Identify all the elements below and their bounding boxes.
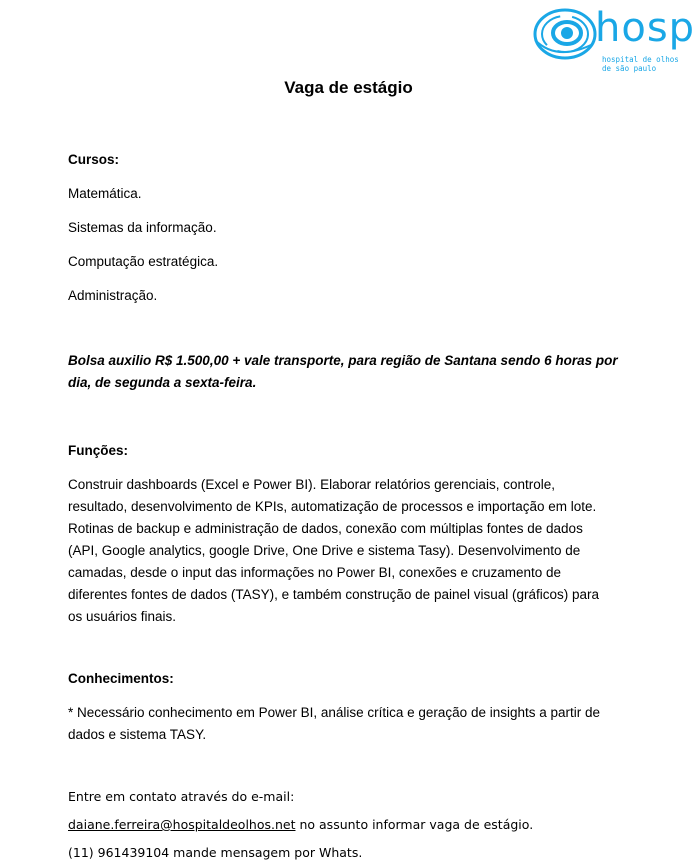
functions-line: (API, Google analytics, google Drive, One Drive e sistema Tasy). Desenvolvimento de xyxy=(68,543,581,558)
contact-phone: (11) 961439104 mande mensagem por Whats. xyxy=(68,845,363,860)
knowledge-line: dados e sistema TASY. xyxy=(68,727,207,742)
functions-line: os usuários finais. xyxy=(68,609,177,624)
document-title: Vaga de estágio xyxy=(284,78,413,97)
logo-tagline-1: hospital de olhos xyxy=(602,55,679,64)
course-item: Sistemas da informação. xyxy=(68,220,217,235)
functions-line: camadas, desde o input das informações no Power BI, conexões e cruzamento de xyxy=(68,565,562,580)
course-item: Administração. xyxy=(68,288,158,303)
contact-email-link[interactable]: daiane.ferreira@hospitaldeolhos.net xyxy=(68,817,296,832)
course-item: Computação estratégica. xyxy=(68,254,219,269)
contact-email-line xyxy=(68,816,533,834)
course-item: Matemática. xyxy=(68,186,142,201)
functions-line: Construir dashboards (Excel e Power BI). Elaborar relatórios gerenciais, controle, xyxy=(68,477,555,492)
contact-email-suffix: no assunto informar vaga de estágio. xyxy=(295,817,534,832)
functions-heading: Funções: xyxy=(68,443,129,458)
stipend-line-2: dia, de segunda a sexta-feira. xyxy=(68,375,257,390)
contact-intro: Entre em contato através do e-mail: xyxy=(68,789,295,804)
logo-wordmark: hosp xyxy=(595,5,696,51)
functions-line: resultado, desenvolvimento de KPIs, automatização de processos e importação em lote. xyxy=(68,499,597,514)
logo-tagline-2: de são paulo xyxy=(602,64,657,73)
functions-line: Rotinas de backup e administração de dados, conexão com múltiplas fontes de dados xyxy=(68,521,583,536)
knowledge-heading: Conhecimentos: xyxy=(68,671,174,686)
functions-line: diferentes fontes de dados (TASY), e também construção de painel visual (gráficos) para xyxy=(68,587,600,602)
knowledge-line: * Necessário conhecimento em Power BI, análise crítica e geração de insights a partir de xyxy=(68,705,601,720)
courses-heading: Cursos: xyxy=(68,152,120,167)
hospital-logo xyxy=(527,0,697,73)
stipend-line-1: Bolsa auxilio R$ 1.500,00 + vale transporte, para região de Santana sendo 6 horas por xyxy=(68,353,618,368)
